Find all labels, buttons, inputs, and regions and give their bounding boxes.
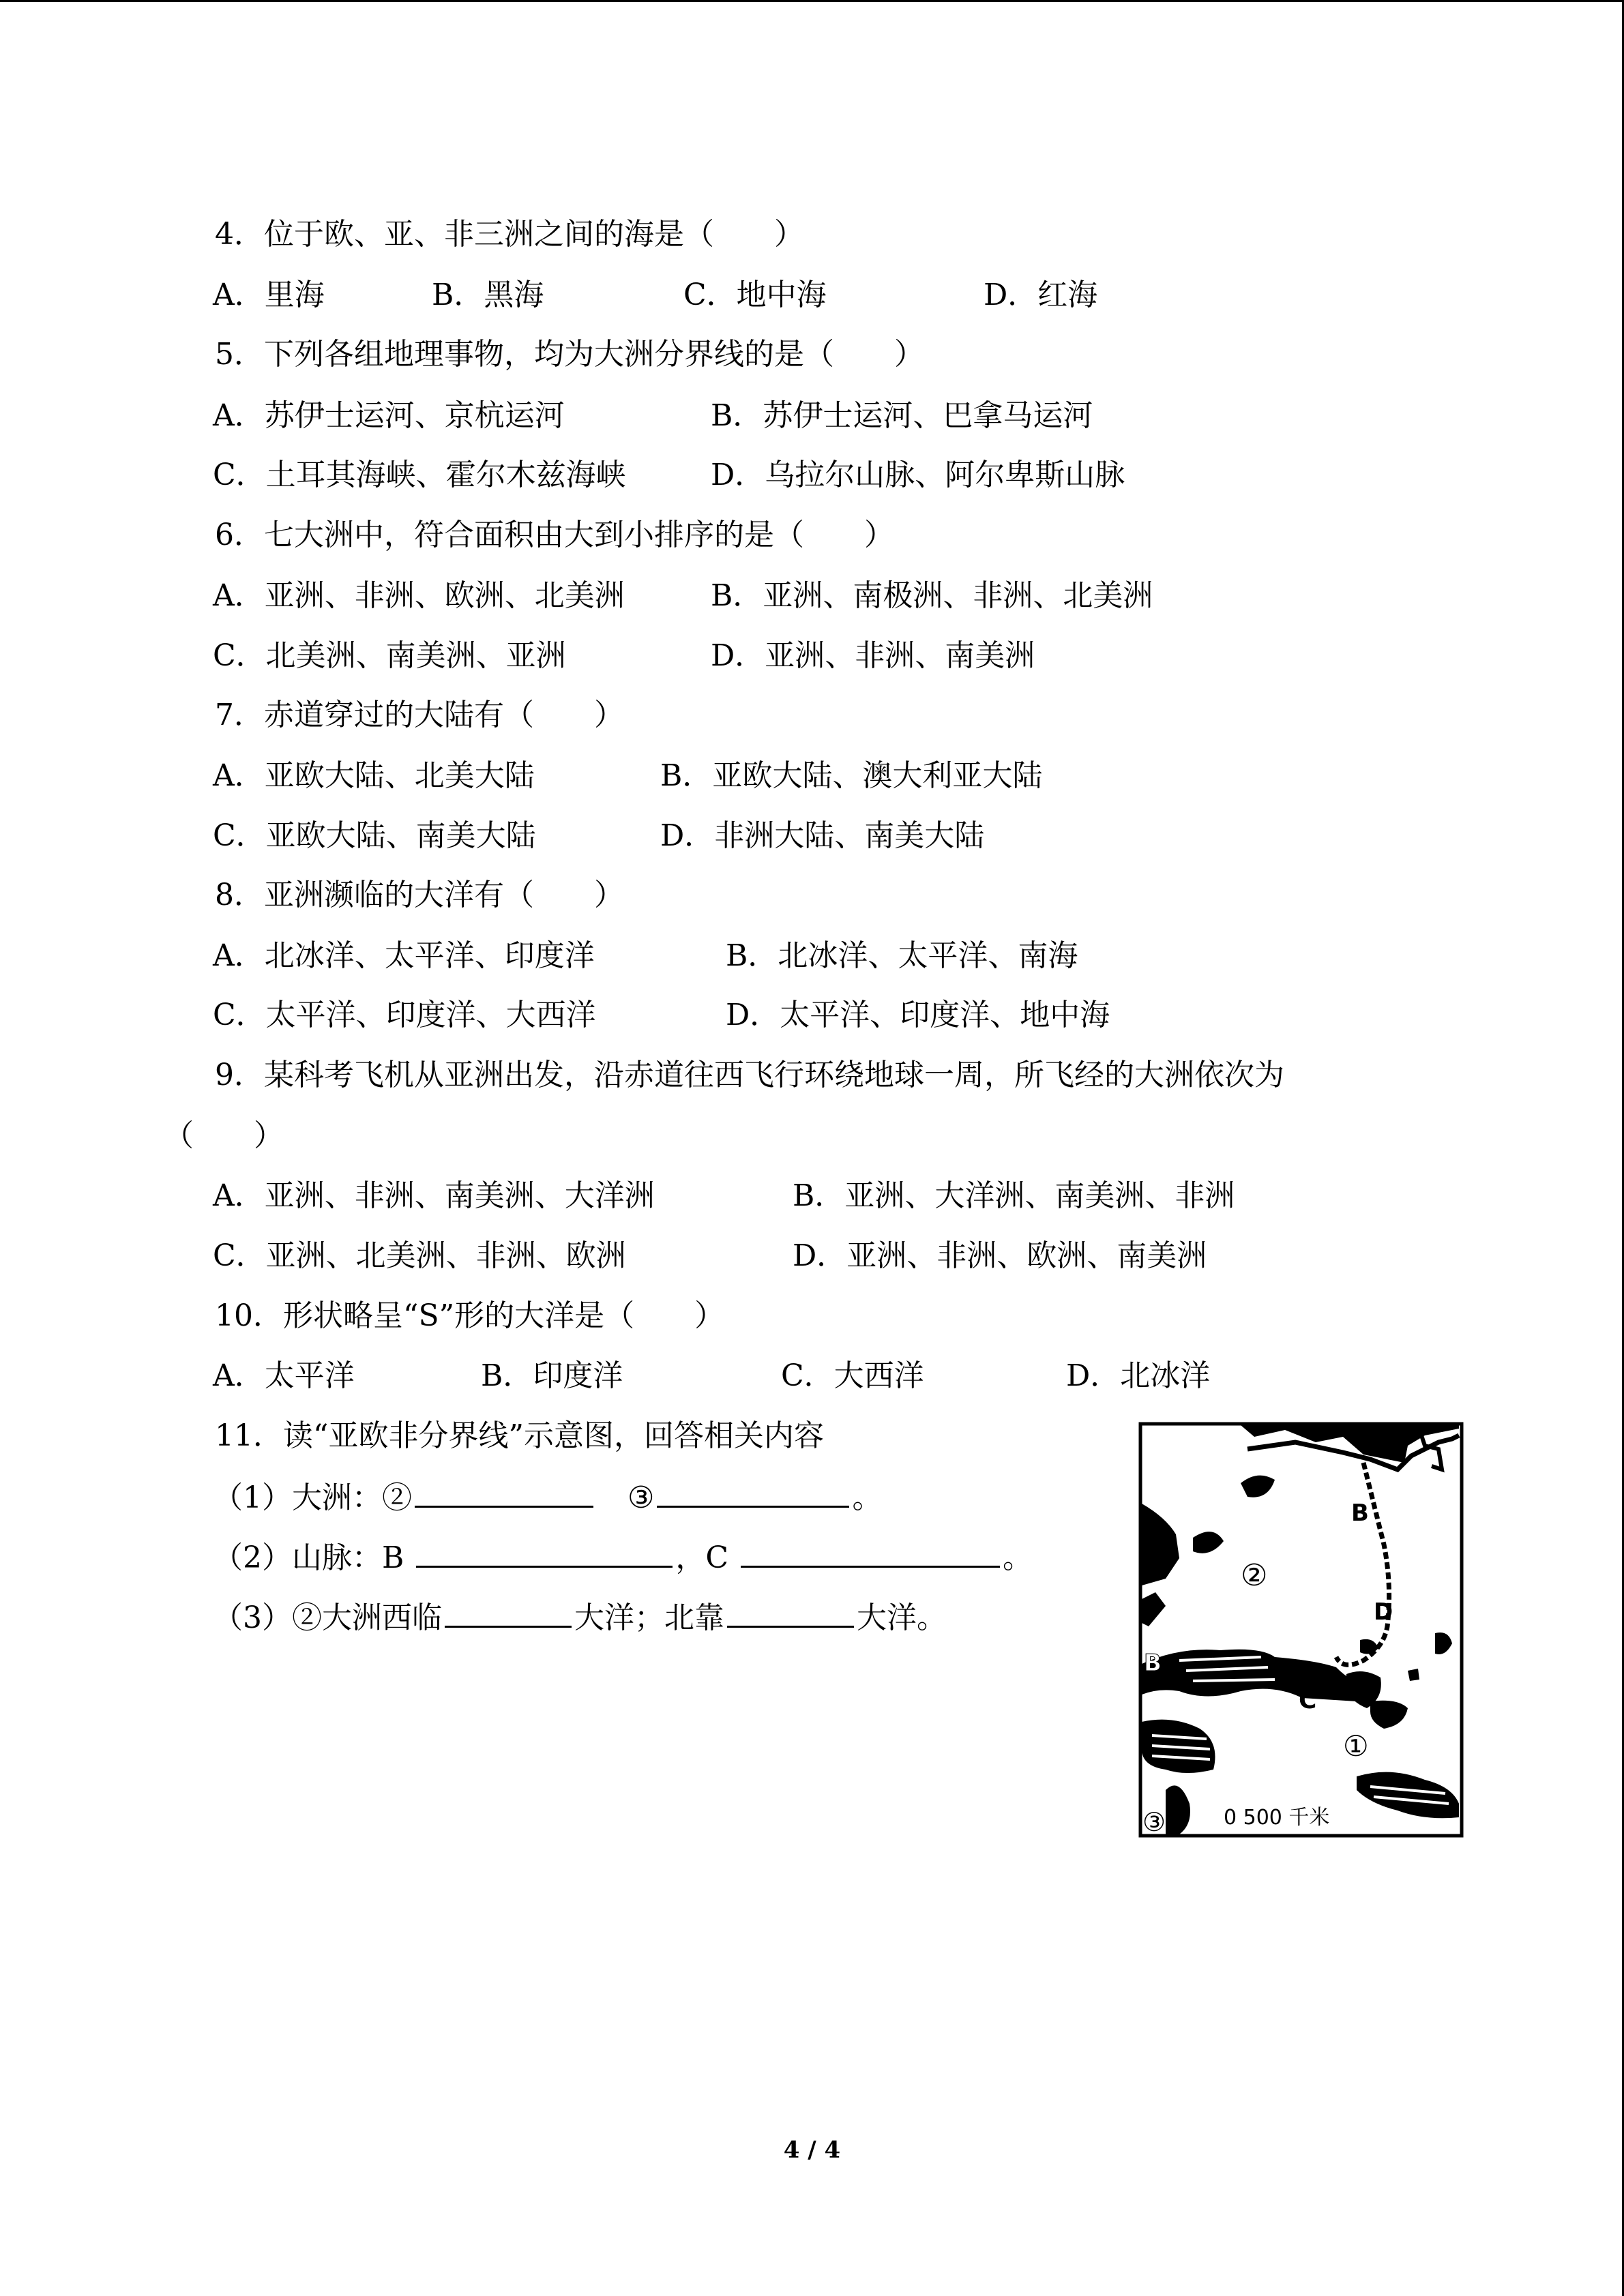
q11-p3-end: 大洋。 — [857, 1600, 947, 1635]
q7-option-a: A．亚欧大陆、北美大陆 — [213, 758, 535, 793]
q11-p3-mid: 大洋；北靠 — [574, 1600, 724, 1635]
q6-option-c: C．北美洲、南美洲、亚洲 — [213, 638, 566, 673]
q6-option-b: B．亚洲、南极洲、非洲、北美洲 — [711, 578, 1153, 613]
question-4-stem: 4．位于欧、亚、非三洲之间的海是（ ） — [215, 217, 804, 252]
answer-blank-mountain-b[interactable] — [416, 1536, 673, 1568]
question-10-stem: 10．形状略呈“S”形的大洋是（ ） — [215, 1298, 725, 1333]
q9-option-c: C．亚洲、北美洲、非洲、欧洲 — [213, 1238, 626, 1273]
page-number: 4 / 4 — [783, 2136, 841, 2164]
map-label-circle-1: ① — [1343, 1729, 1369, 1763]
q11-part-2 — [213, 1536, 1033, 1579]
q4-option-a: A．里海 — [213, 278, 325, 312]
q11-part-1 — [213, 1476, 882, 1519]
q8-option-a: A．北冰洋、太平洋、印度洋 — [213, 938, 595, 973]
answer-blank-mountain-c[interactable] — [741, 1536, 1000, 1568]
q5-option-a: A．苏伊士运河、京杭运河 — [213, 398, 565, 433]
q11-p1-end: 。 — [852, 1480, 883, 1515]
q7-option-d: D．非洲大陆、南美大陆 — [660, 818, 985, 853]
map-frame — [1140, 1424, 1462, 1836]
q8-option-c: C．太平洋、印度洋、大西洋 — [213, 998, 596, 1032]
q5-option-b: B．苏伊士运河、巴拿马运河 — [711, 398, 1093, 433]
q11-p2-mid: ，C — [675, 1540, 728, 1575]
q10-option-c: C．大西洋 — [781, 1358, 924, 1393]
map-label-a: A — [1167, 1783, 1185, 1810]
small-island — [1408, 1669, 1419, 1681]
q7-option-b: B．亚欧大陆、澳大利亚大陆 — [660, 758, 1043, 793]
q8-option-d: D．太平洋、印度洋、地中海 — [726, 998, 1110, 1032]
q6-option-a: A．亚洲、非洲、欧洲、北美洲 — [213, 578, 625, 613]
q8-option-b: B．北冰洋、太平洋、南海 — [726, 938, 1078, 973]
map-label-b-left: B — [1144, 1650, 1162, 1677]
q11-p2-prefix: （2）山脉：B — [213, 1540, 404, 1575]
q10-option-b: B．印度洋 — [481, 1358, 623, 1393]
q4-option-d: D．红海 — [984, 278, 1098, 312]
question-11-stem: 11．读“亚欧非分界线”示意图，回答相关内容 — [215, 1418, 824, 1453]
q4-option-c: C．地中海 — [683, 278, 827, 312]
question-9-stem-cont: （ ） — [164, 1118, 284, 1153]
q11-p3-prefix: （3）②大洲西临 — [213, 1600, 442, 1635]
q9-option-b: B．亚洲、大洋洲、南美洲、非洲 — [793, 1178, 1235, 1213]
answer-blank-west-ocean[interactable] — [445, 1596, 572, 1628]
map-scale-label: 0 500 千米 — [1224, 1806, 1330, 1830]
question-8-stem: 8．亚洲濒临的大洋有（ ） — [215, 878, 624, 912]
map-label-c: C — [1299, 1686, 1317, 1714]
q11-p1-prefix: （1）大洲：② — [213, 1480, 412, 1515]
q6-option-d: D．亚洲、非洲、南美洲 — [711, 638, 1035, 673]
page-border-top — [0, 0, 1624, 2]
europe-asia-africa-boundary-map — [1138, 1422, 1464, 1838]
q11-p1-mid: ③ — [628, 1480, 655, 1515]
q9-option-a: A．亚洲、非洲、南美洲、大洋洲 — [213, 1178, 655, 1213]
map-label-b-top: B — [1351, 1500, 1369, 1527]
answer-blank-continent-2[interactable] — [415, 1476, 593, 1508]
question-5-stem: 5．下列各组地理事物，均为大洲分界线的是（ ） — [215, 337, 924, 372]
q10-option-d: D．北冰洋 — [1066, 1358, 1211, 1393]
q4-option-b: B．黑海 — [432, 278, 544, 312]
answer-blank-continent-3[interactable] — [657, 1476, 849, 1508]
answer-blank-north-ocean[interactable] — [727, 1596, 854, 1628]
question-7-stem: 7．赤道穿过的大陆有（ ） — [215, 698, 624, 732]
map-label-circle-2: ② — [1241, 1558, 1268, 1593]
q5-option-c: C．土耳其海峡、霍尔木兹海峡 — [213, 458, 626, 492]
map-label-circle-3: ③ — [1142, 1807, 1166, 1837]
q11-p2-end: 。 — [1003, 1540, 1033, 1575]
question-9-stem: 9．某科考飞机从亚洲出发，沿赤道往西飞行环绕地球一周，所飞经的大洲依次为 — [215, 1058, 1284, 1092]
question-6-stem: 6．七大洲中，符合面积由大到小排序的是（ ） — [215, 518, 894, 552]
q10-option-a: A．太平洋 — [213, 1358, 355, 1393]
q11-part-3 — [213, 1596, 947, 1639]
q7-option-c: C．亚欧大陆、南美大陆 — [213, 818, 536, 853]
map-label-d: D — [1374, 1598, 1393, 1626]
q5-option-d: D．乌拉尔山脉、阿尔卑斯山脉 — [711, 458, 1125, 492]
q9-option-d: D．亚洲、非洲、欧洲、南美洲 — [793, 1238, 1207, 1273]
